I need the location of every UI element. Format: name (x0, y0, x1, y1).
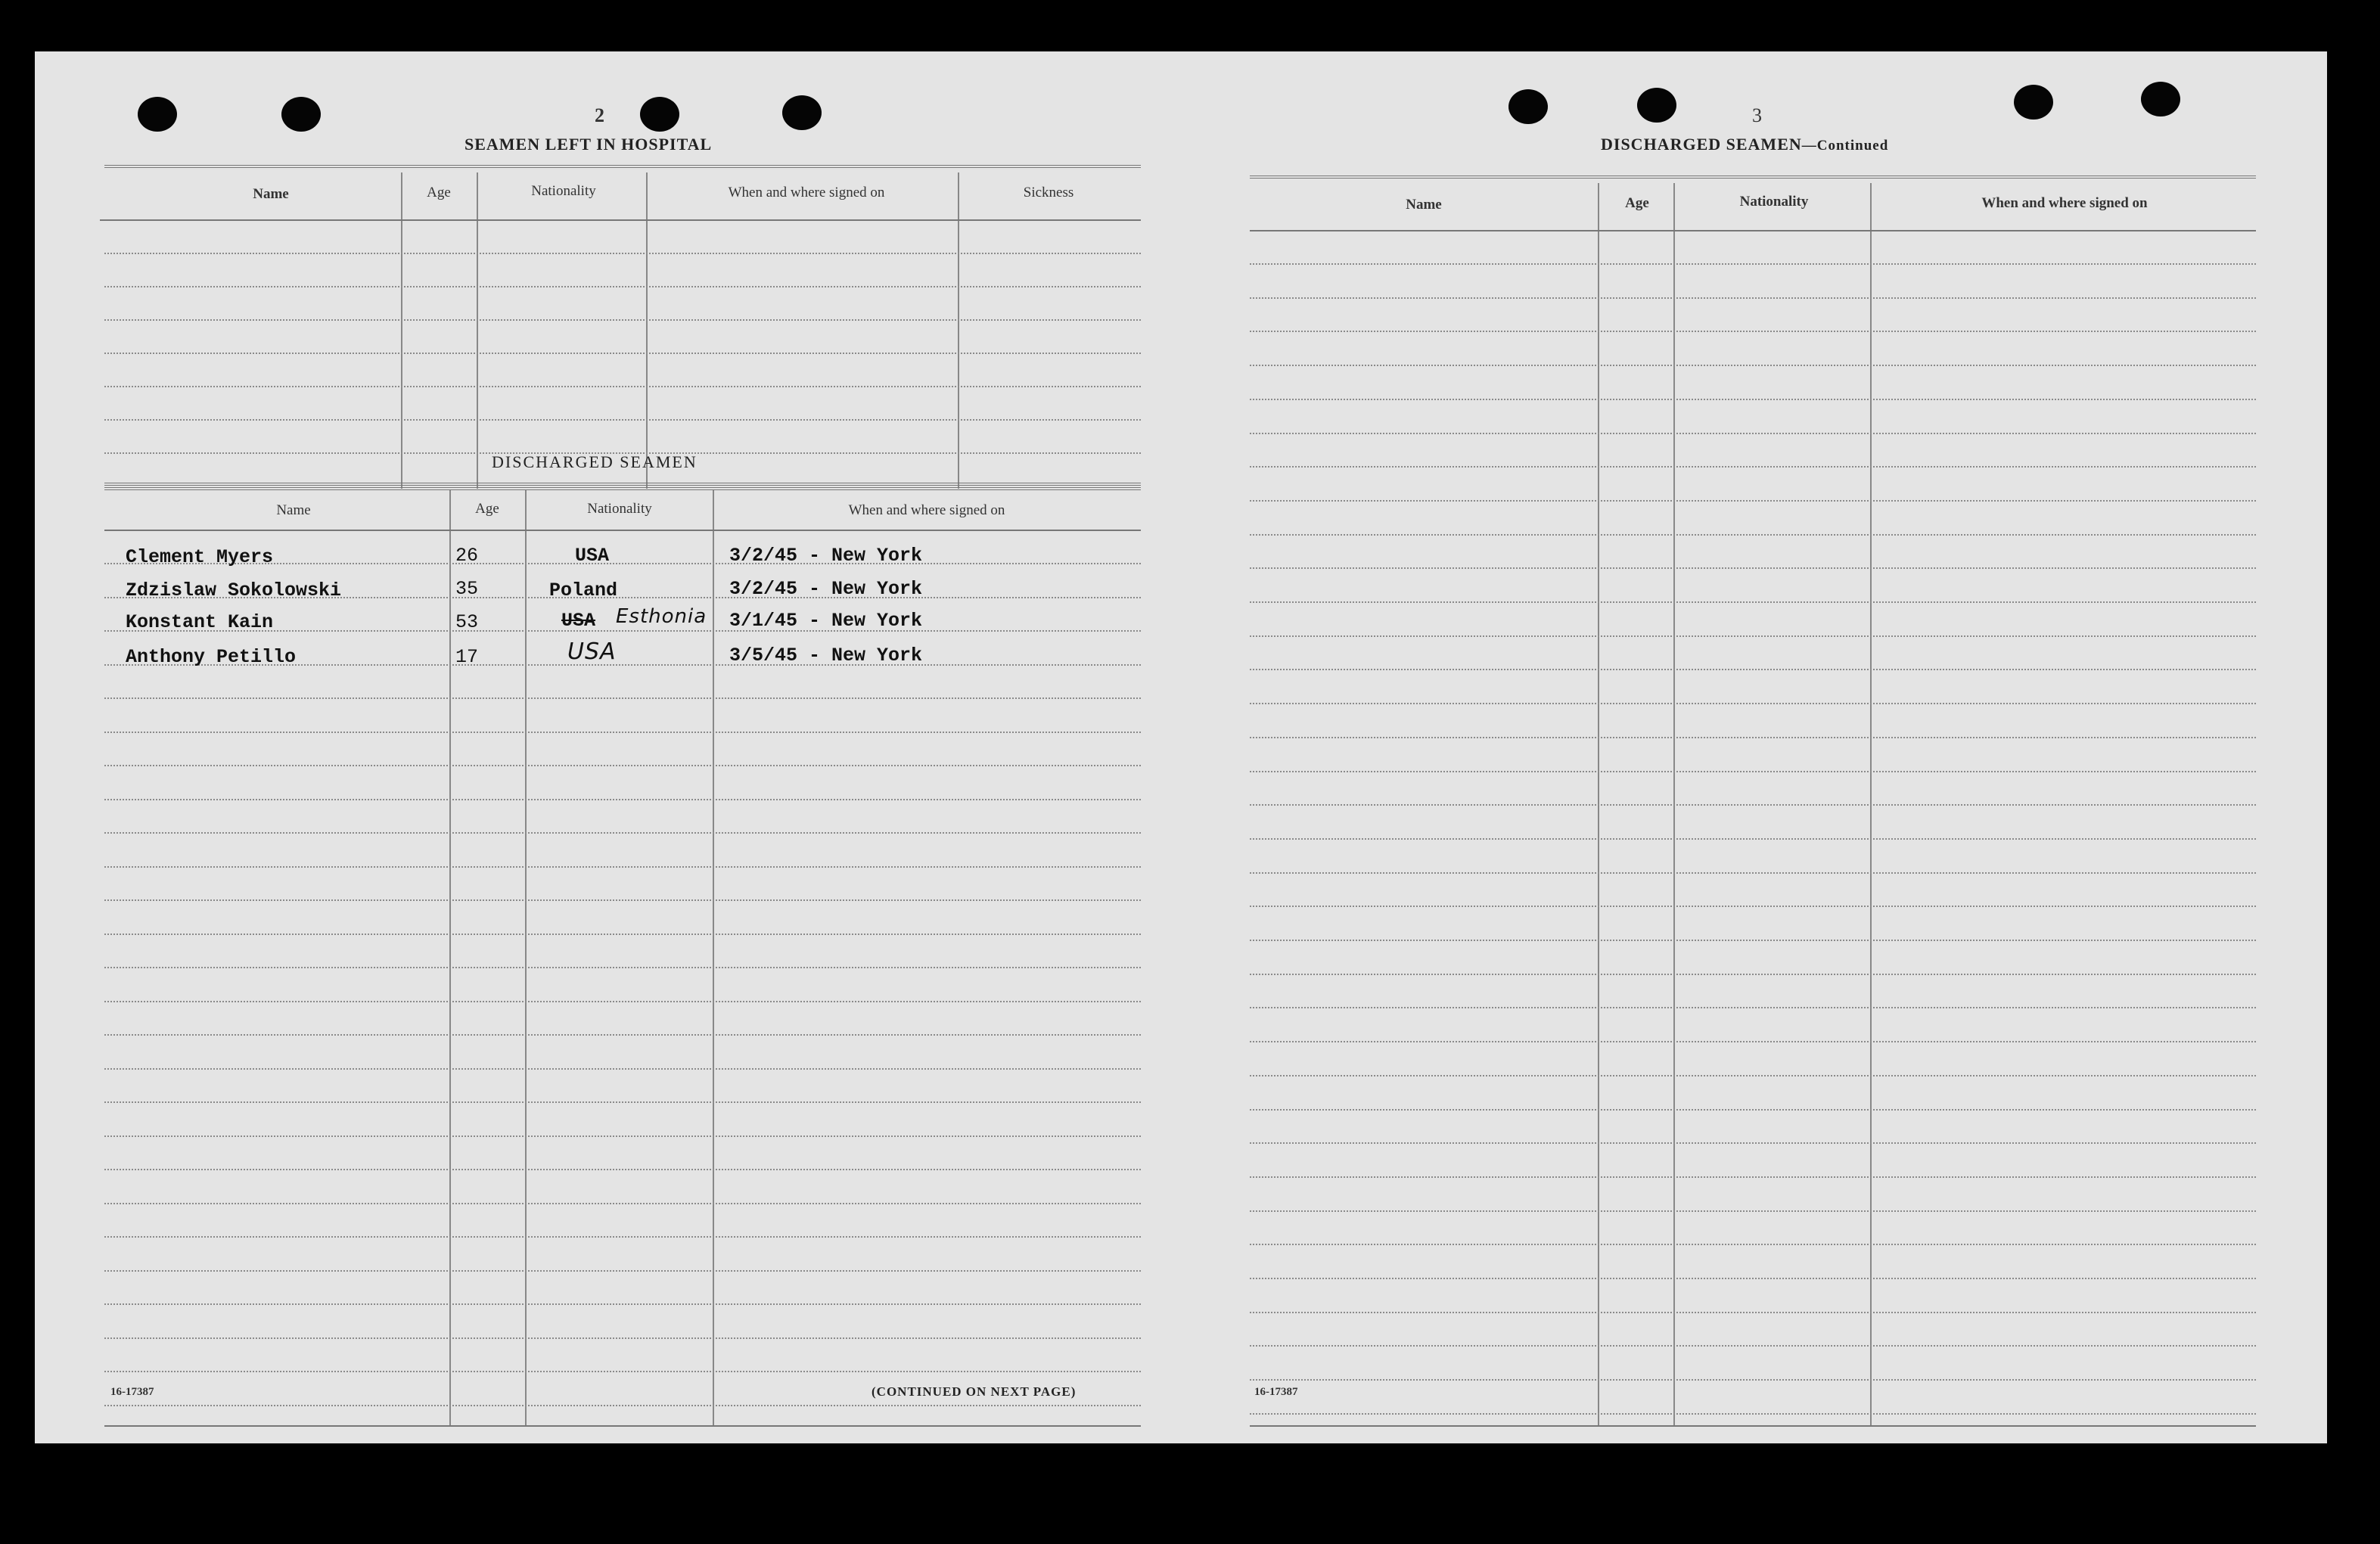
ruled-line (104, 799, 1141, 800)
ruled-line (104, 967, 1141, 968)
ruled-line (1250, 297, 2256, 299)
ruled-line (1250, 365, 2256, 366)
seaman-name: Konstant Kain (126, 611, 274, 633)
ruled-line (104, 1371, 1141, 1372)
ruled-line (104, 1034, 1141, 1036)
ruled-line (104, 1001, 1141, 1002)
punch-hole (640, 97, 679, 132)
ruled-line (104, 253, 1141, 254)
ruled-line (1250, 263, 2256, 265)
ruled-line (104, 899, 1141, 901)
ruled-line (1250, 1176, 2256, 1178)
ruled-line (1250, 1142, 2256, 1144)
ruled-line (1250, 1244, 2256, 1245)
ruled-line (1250, 1075, 2256, 1076)
col-header-nationality: Nationality (1739, 194, 1809, 210)
col-header-sickness: Sickness (1023, 185, 1074, 200)
ruled-line (1250, 838, 2256, 840)
ruled-line (104, 1135, 1141, 1137)
ruled-line (104, 1405, 1141, 1406)
ruled-line (1250, 872, 2256, 874)
continued-note: (CONTINUED ON NEXT PAGE) (872, 1384, 1077, 1399)
ruled-line (104, 419, 1141, 421)
ruled-line (104, 866, 1141, 868)
ruled-line (1250, 771, 2256, 772)
ruled-line (1250, 1109, 2256, 1111)
col-header-name: Name (1406, 197, 1442, 213)
ruled-line (1250, 804, 2256, 806)
seaman-name: Clement Myers (126, 546, 274, 568)
form-number: 16-17387 (1254, 1386, 1298, 1398)
hospital-section-title: SEAMEN LEFT IN HOSPITAL (465, 135, 713, 154)
section-title-text: DISCHARGED SEAMEN (1601, 135, 1802, 154)
ruled-line (104, 1236, 1141, 1238)
col-header-nationality: Nationality (587, 501, 652, 517)
continued-section-title (1601, 135, 1888, 154)
punch-hole (782, 95, 822, 130)
punch-hole (281, 97, 321, 132)
col-header-age: Age (427, 185, 451, 200)
punch-hole (2014, 85, 2053, 120)
ruled-line (1250, 974, 2256, 975)
form-sheet (35, 51, 2327, 1443)
col-header-signed-on: When and where signed on (728, 185, 885, 200)
ruled-line (104, 319, 1141, 321)
ruled-line (104, 765, 1141, 766)
ruled-line (1250, 331, 2256, 332)
discharged-section-title: DISCHARGED SEAMEN (492, 452, 698, 471)
ruled-line (1250, 399, 2256, 400)
ruled-line (1250, 703, 2256, 704)
ruled-line (104, 1270, 1141, 1272)
page-number: 3 (1752, 104, 1762, 126)
ruled-line (1250, 669, 2256, 670)
seaman-signed-on: 3/2/45 - New York (729, 545, 923, 567)
ruled-line (1250, 567, 2256, 569)
ruled-line (1250, 1041, 2256, 1042)
punch-hole (1508, 89, 1548, 124)
ruled-line (104, 1101, 1141, 1103)
ruled-line (104, 1169, 1141, 1170)
form-number: 16-17387 (110, 1386, 154, 1398)
ruled-line (104, 1203, 1141, 1204)
ruled-line (1250, 1312, 2256, 1313)
ruled-line (1250, 635, 2256, 637)
ruled-line (1250, 737, 2256, 738)
ruled-line (1250, 940, 2256, 941)
ruled-line (1250, 1413, 2256, 1415)
col-header-name: Name (253, 186, 289, 202)
seaman-age: 17 (455, 646, 479, 668)
ruled-line (1250, 433, 2256, 434)
ruled-line (1250, 1278, 2256, 1279)
col-header-signed-on: When and where signed on (848, 502, 1005, 518)
seaman-name: Anthony Petillo (126, 646, 297, 668)
section-title-suffix: —Continued (1801, 138, 1889, 154)
col-header-age: Age (475, 501, 499, 517)
ruled-line (1250, 500, 2256, 502)
punch-hole (138, 97, 177, 132)
ruled-line (1250, 601, 2256, 603)
ruled-line (1250, 1345, 2256, 1347)
ruled-line (104, 832, 1141, 834)
seaman-age: 26 (455, 545, 479, 567)
ruled-line (104, 386, 1141, 387)
ruled-line (1250, 1379, 2256, 1381)
seaman-signed-on: 3/1/45 - New York (729, 610, 923, 632)
ruled-line (104, 286, 1141, 287)
seaman-signed-on: 3/2/45 - New York (729, 578, 923, 600)
ruled-line (1250, 534, 2256, 536)
ruled-line (1250, 1210, 2256, 1212)
seaman-signed-on: 3/5/45 - New York (729, 645, 923, 666)
ruled-line (1250, 1007, 2256, 1008)
seaman-nationality-handwritten: USA (567, 638, 617, 665)
col-header-age: Age (1625, 195, 1649, 211)
ruled-line (104, 697, 1141, 699)
ruled-line (104, 1303, 1141, 1305)
seaman-nationality: Poland (549, 579, 618, 601)
seaman-name: Zdzislaw Sokolowski (126, 579, 342, 601)
ruled-line (104, 1337, 1141, 1339)
col-header-signed-on: When and where signed on (1981, 195, 2148, 211)
ruled-line (104, 732, 1141, 733)
ruled-line (1250, 906, 2256, 907)
ruled-line (104, 353, 1141, 354)
punch-hole (1637, 88, 1676, 123)
col-header-name: Name (276, 502, 311, 518)
col-header-nationality: Nationality (531, 183, 596, 199)
seaman-age: 35 (455, 578, 479, 600)
seaman-nationality-handwritten: Esthonia (616, 605, 707, 628)
seaman-age: 53 (455, 611, 479, 633)
ruled-line (1250, 466, 2256, 468)
seaman-nationality: USA (575, 545, 610, 567)
ruled-line (104, 1068, 1141, 1070)
page-number: 2 (595, 104, 604, 126)
punch-hole (2141, 82, 2180, 116)
seaman-nationality-struck: USA (561, 610, 596, 632)
ruled-line (104, 934, 1141, 935)
